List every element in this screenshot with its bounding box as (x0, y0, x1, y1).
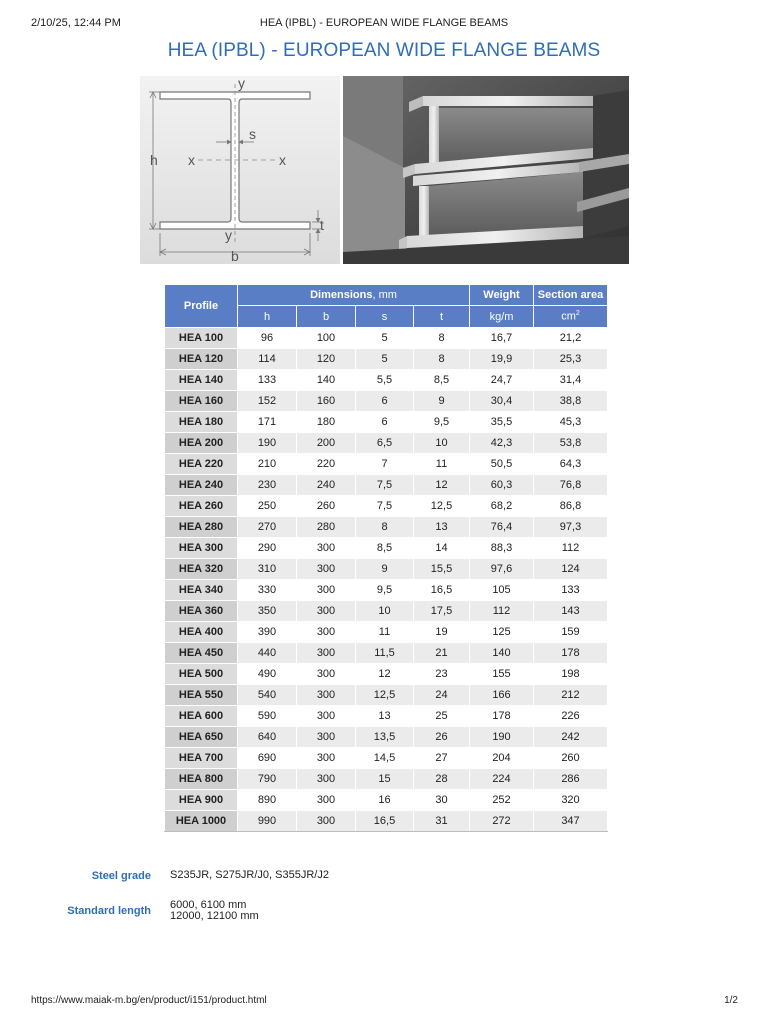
cell-area: 212 (534, 685, 608, 706)
cell-profile: HEA 360 (165, 601, 238, 622)
label-s: s (249, 126, 256, 142)
cell-weight: 105 (470, 580, 534, 601)
cell-area: 25,3 (534, 349, 608, 370)
cell-weight: 35,5 (470, 412, 534, 433)
cell-t: 9 (414, 391, 470, 412)
cell-area: 260 (534, 748, 608, 769)
page-title: HEA (IPBL) - EUROPEAN WIDE FLANGE BEAMS (167, 40, 601, 61)
cell-s: 6 (356, 391, 414, 412)
print-page-title: HEA (IPBL) - EUROPEAN WIDE FLANGE BEAMS (259, 17, 509, 29)
cell-weight: 16,7 (470, 328, 534, 349)
cell-s: 7 (356, 454, 414, 475)
cell-b: 300 (297, 685, 356, 706)
table-row (165, 811, 608, 832)
header-weight: Weight (470, 285, 534, 306)
label-x-right: x (279, 152, 286, 168)
table-row (165, 706, 608, 727)
label-h: h (150, 152, 158, 168)
cell-h: 114 (238, 349, 297, 370)
cell-s: 11 (356, 622, 414, 643)
cell-t: 21 (414, 643, 470, 664)
cell-h: 350 (238, 601, 297, 622)
cell-weight: 76,4 (470, 517, 534, 538)
cell-t: 9,5 (414, 412, 470, 433)
cell-s: 9 (356, 559, 414, 580)
cell-h: 210 (238, 454, 297, 475)
cell-t: 31 (414, 811, 470, 832)
cell-b: 300 (297, 622, 356, 643)
cell-profile: HEA 320 (165, 559, 238, 580)
table-row (165, 769, 608, 790)
cell-s: 6 (356, 412, 414, 433)
cell-profile: HEA 220 (165, 454, 238, 475)
cell-h: 152 (238, 391, 297, 412)
cell-weight: 204 (470, 748, 534, 769)
cell-profile: HEA 650 (165, 727, 238, 748)
cell-profile: HEA 100 (165, 328, 238, 349)
cell-h: 390 (238, 622, 297, 643)
footer-url: https://www.maiak-m.bg/en/product/i151/product.html (31, 995, 267, 1006)
cell-area: 347 (534, 811, 608, 832)
cell-area: 112 (534, 538, 608, 559)
cell-weight: 42,3 (470, 433, 534, 454)
cell-profile: HEA 280 (165, 517, 238, 538)
cell-h: 990 (238, 811, 297, 832)
cell-b: 280 (297, 517, 356, 538)
cell-profile: HEA 900 (165, 790, 238, 811)
cell-b: 300 (297, 748, 356, 769)
table-row (165, 685, 608, 706)
table-row (165, 349, 608, 370)
table-row (165, 790, 608, 811)
cell-s: 8 (356, 517, 414, 538)
table-row (165, 601, 608, 622)
cell-h: 690 (238, 748, 297, 769)
standard-length-value-1: 6000, 6100 mm (170, 899, 247, 911)
cell-profile: HEA 180 (165, 412, 238, 433)
cell-s: 5 (356, 349, 414, 370)
cell-profile: HEA 800 (165, 769, 238, 790)
steel-grade-value: S235JR, S275JR/J0, S355JR/J2 (170, 869, 329, 881)
cell-profile: HEA 140 (165, 370, 238, 391)
cell-weight: 88,3 (470, 538, 534, 559)
table-row (165, 370, 608, 391)
cell-s: 13 (356, 706, 414, 727)
cell-profile: HEA 450 (165, 643, 238, 664)
cell-s: 16 (356, 790, 414, 811)
cell-b: 120 (297, 349, 356, 370)
footer-page-number: 1/2 (724, 995, 738, 1006)
cell-h: 290 (238, 538, 297, 559)
cell-area: 159 (534, 622, 608, 643)
cell-s: 12,5 (356, 685, 414, 706)
cell-weight: 252 (470, 790, 534, 811)
cell-b: 140 (297, 370, 356, 391)
cell-t: 8,5 (414, 370, 470, 391)
print-datetime: 2/10/25, 12:44 PM (31, 17, 121, 29)
cell-weight: 68,2 (470, 496, 534, 517)
cell-t: 19 (414, 622, 470, 643)
cell-profile: HEA 200 (165, 433, 238, 454)
cell-s: 12 (356, 664, 414, 685)
cell-profile: HEA 600 (165, 706, 238, 727)
cell-area: 198 (534, 664, 608, 685)
beam-cross-section-diagram (140, 76, 340, 264)
cell-b: 160 (297, 391, 356, 412)
label-y-top: y (238, 76, 245, 91)
table-row (165, 643, 608, 664)
cell-weight: 24,7 (470, 370, 534, 391)
cell-h: 640 (238, 727, 297, 748)
cell-area: 143 (534, 601, 608, 622)
table-row (165, 538, 608, 559)
table-row (165, 622, 608, 643)
cell-area: 226 (534, 706, 608, 727)
area-unit-base: cm (561, 310, 576, 323)
cell-b: 220 (297, 454, 356, 475)
header-section-area: Section area (534, 285, 608, 306)
cell-t: 12,5 (414, 496, 470, 517)
cell-h: 230 (238, 475, 297, 496)
cell-b: 300 (297, 727, 356, 748)
cell-t: 12 (414, 475, 470, 496)
cell-t: 30 (414, 790, 470, 811)
cell-s: 6,5 (356, 433, 414, 454)
cell-h: 133 (238, 370, 297, 391)
table-row (165, 559, 608, 580)
label-y-bottom: y (225, 227, 232, 243)
header-dimensions-unit: , mm (372, 289, 397, 301)
cell-h: 250 (238, 496, 297, 517)
cell-h: 890 (238, 790, 297, 811)
cell-b: 180 (297, 412, 356, 433)
cell-b: 300 (297, 580, 356, 601)
cell-h: 96 (238, 328, 297, 349)
table-row (165, 454, 608, 475)
cell-h: 310 (238, 559, 297, 580)
cell-t: 24 (414, 685, 470, 706)
cell-area: 286 (534, 769, 608, 790)
table-row (165, 391, 608, 412)
cell-t: 27 (414, 748, 470, 769)
cell-t: 17,5 (414, 601, 470, 622)
header-b: b (297, 306, 356, 328)
area-unit-exponent: 2 (575, 310, 580, 318)
cell-profile: HEA 340 (165, 580, 238, 601)
table-row (165, 580, 608, 601)
cell-weight: 190 (470, 727, 534, 748)
cell-weight: 97,6 (470, 559, 534, 580)
cell-b: 300 (297, 538, 356, 559)
cell-t: 14 (414, 538, 470, 559)
cell-weight: 30,4 (470, 391, 534, 412)
cell-h: 490 (238, 664, 297, 685)
cell-area: 178 (534, 643, 608, 664)
cell-profile: HEA 400 (165, 622, 238, 643)
cell-area: 124 (534, 559, 608, 580)
cell-s: 7,5 (356, 496, 414, 517)
table-row (165, 664, 608, 685)
cell-t: 16,5 (414, 580, 470, 601)
cell-s: 11,5 (356, 643, 414, 664)
cell-area: 31,4 (534, 370, 608, 391)
cell-profile: HEA 240 (165, 475, 238, 496)
cell-profile: HEA 550 (165, 685, 238, 706)
table-row (165, 496, 608, 517)
cell-s: 16,5 (356, 811, 414, 832)
cell-b: 300 (297, 811, 356, 832)
cell-profile: HEA 1000 (165, 811, 238, 832)
cell-area: 76,8 (534, 475, 608, 496)
cell-b: 300 (297, 601, 356, 622)
cell-b: 300 (297, 790, 356, 811)
cell-h: 790 (238, 769, 297, 790)
cell-weight: 224 (470, 769, 534, 790)
cell-t: 23 (414, 664, 470, 685)
cell-weight: 112 (470, 601, 534, 622)
cell-area: 53,8 (534, 433, 608, 454)
cell-weight: 125 (470, 622, 534, 643)
cell-s: 9,5 (356, 580, 414, 601)
header-dimensions-label: Dimensions (310, 289, 373, 301)
cell-profile: HEA 120 (165, 349, 238, 370)
cell-s: 10 (356, 601, 414, 622)
header-weight-unit: kg/m (470, 306, 534, 328)
cell-weight: 19,9 (470, 349, 534, 370)
cell-b: 300 (297, 769, 356, 790)
header-t: t (414, 306, 470, 328)
standard-length-label: Standard length (67, 905, 151, 917)
cell-s: 7,5 (356, 475, 414, 496)
cell-weight: 140 (470, 643, 534, 664)
cell-area: 38,8 (534, 391, 608, 412)
cell-weight: 166 (470, 685, 534, 706)
label-x-left: x (188, 152, 195, 168)
cell-area: 86,8 (534, 496, 608, 517)
header-area-unit (534, 306, 608, 328)
standard-length-value-2: 12000, 12100 mm (170, 910, 259, 922)
cell-profile: HEA 260 (165, 496, 238, 517)
cell-b: 240 (297, 475, 356, 496)
cell-t: 8 (414, 328, 470, 349)
table-row (165, 517, 608, 538)
label-b: b (231, 248, 239, 264)
cell-b: 300 (297, 559, 356, 580)
cell-t: 25 (414, 706, 470, 727)
cell-t: 8 (414, 349, 470, 370)
table-row (165, 328, 608, 349)
cell-profile: HEA 700 (165, 748, 238, 769)
table-row (165, 727, 608, 748)
cell-s: 8,5 (356, 538, 414, 559)
cell-h: 171 (238, 412, 297, 433)
header-s: s (356, 306, 414, 328)
header-dimensions (238, 285, 470, 306)
cell-weight: 60,3 (470, 475, 534, 496)
cell-area: 45,3 (534, 412, 608, 433)
cell-b: 100 (297, 328, 356, 349)
cell-h: 440 (238, 643, 297, 664)
cell-h: 590 (238, 706, 297, 727)
cell-h: 270 (238, 517, 297, 538)
cell-t: 26 (414, 727, 470, 748)
cell-t: 15,5 (414, 559, 470, 580)
table-row (165, 433, 608, 454)
cell-h: 330 (238, 580, 297, 601)
cell-weight: 178 (470, 706, 534, 727)
table-row (165, 475, 608, 496)
cell-t: 13 (414, 517, 470, 538)
label-t: t (320, 217, 324, 233)
cell-profile: HEA 160 (165, 391, 238, 412)
cell-t: 10 (414, 433, 470, 454)
cell-b: 260 (297, 496, 356, 517)
cell-weight: 155 (470, 664, 534, 685)
cell-area: 320 (534, 790, 608, 811)
table-body (165, 328, 608, 832)
table-row (165, 412, 608, 433)
cell-s: 14,5 (356, 748, 414, 769)
cell-area: 133 (534, 580, 608, 601)
cell-b: 300 (297, 643, 356, 664)
table-row (165, 748, 608, 769)
cell-h: 190 (238, 433, 297, 454)
cell-area: 242 (534, 727, 608, 748)
cell-area: 97,3 (534, 517, 608, 538)
cell-weight: 272 (470, 811, 534, 832)
header-profile: Profile (165, 285, 238, 328)
cell-b: 300 (297, 664, 356, 685)
cell-s: 13,5 (356, 727, 414, 748)
cell-s: 5,5 (356, 370, 414, 391)
cell-profile: HEA 500 (165, 664, 238, 685)
cell-h: 540 (238, 685, 297, 706)
cell-weight: 50,5 (470, 454, 534, 475)
cell-profile: HEA 300 (165, 538, 238, 559)
cell-b: 200 (297, 433, 356, 454)
hea-specification-table (164, 284, 608, 832)
cell-s: 15 (356, 769, 414, 790)
steel-beams-photo (343, 76, 629, 264)
steel-grade-label: Steel grade (91, 870, 151, 882)
header-h: h (238, 306, 297, 328)
cell-area: 21,2 (534, 328, 608, 349)
cell-s: 5 (356, 328, 414, 349)
cell-t: 11 (414, 454, 470, 475)
cell-b: 300 (297, 706, 356, 727)
cell-t: 28 (414, 769, 470, 790)
cell-area: 64,3 (534, 454, 608, 475)
